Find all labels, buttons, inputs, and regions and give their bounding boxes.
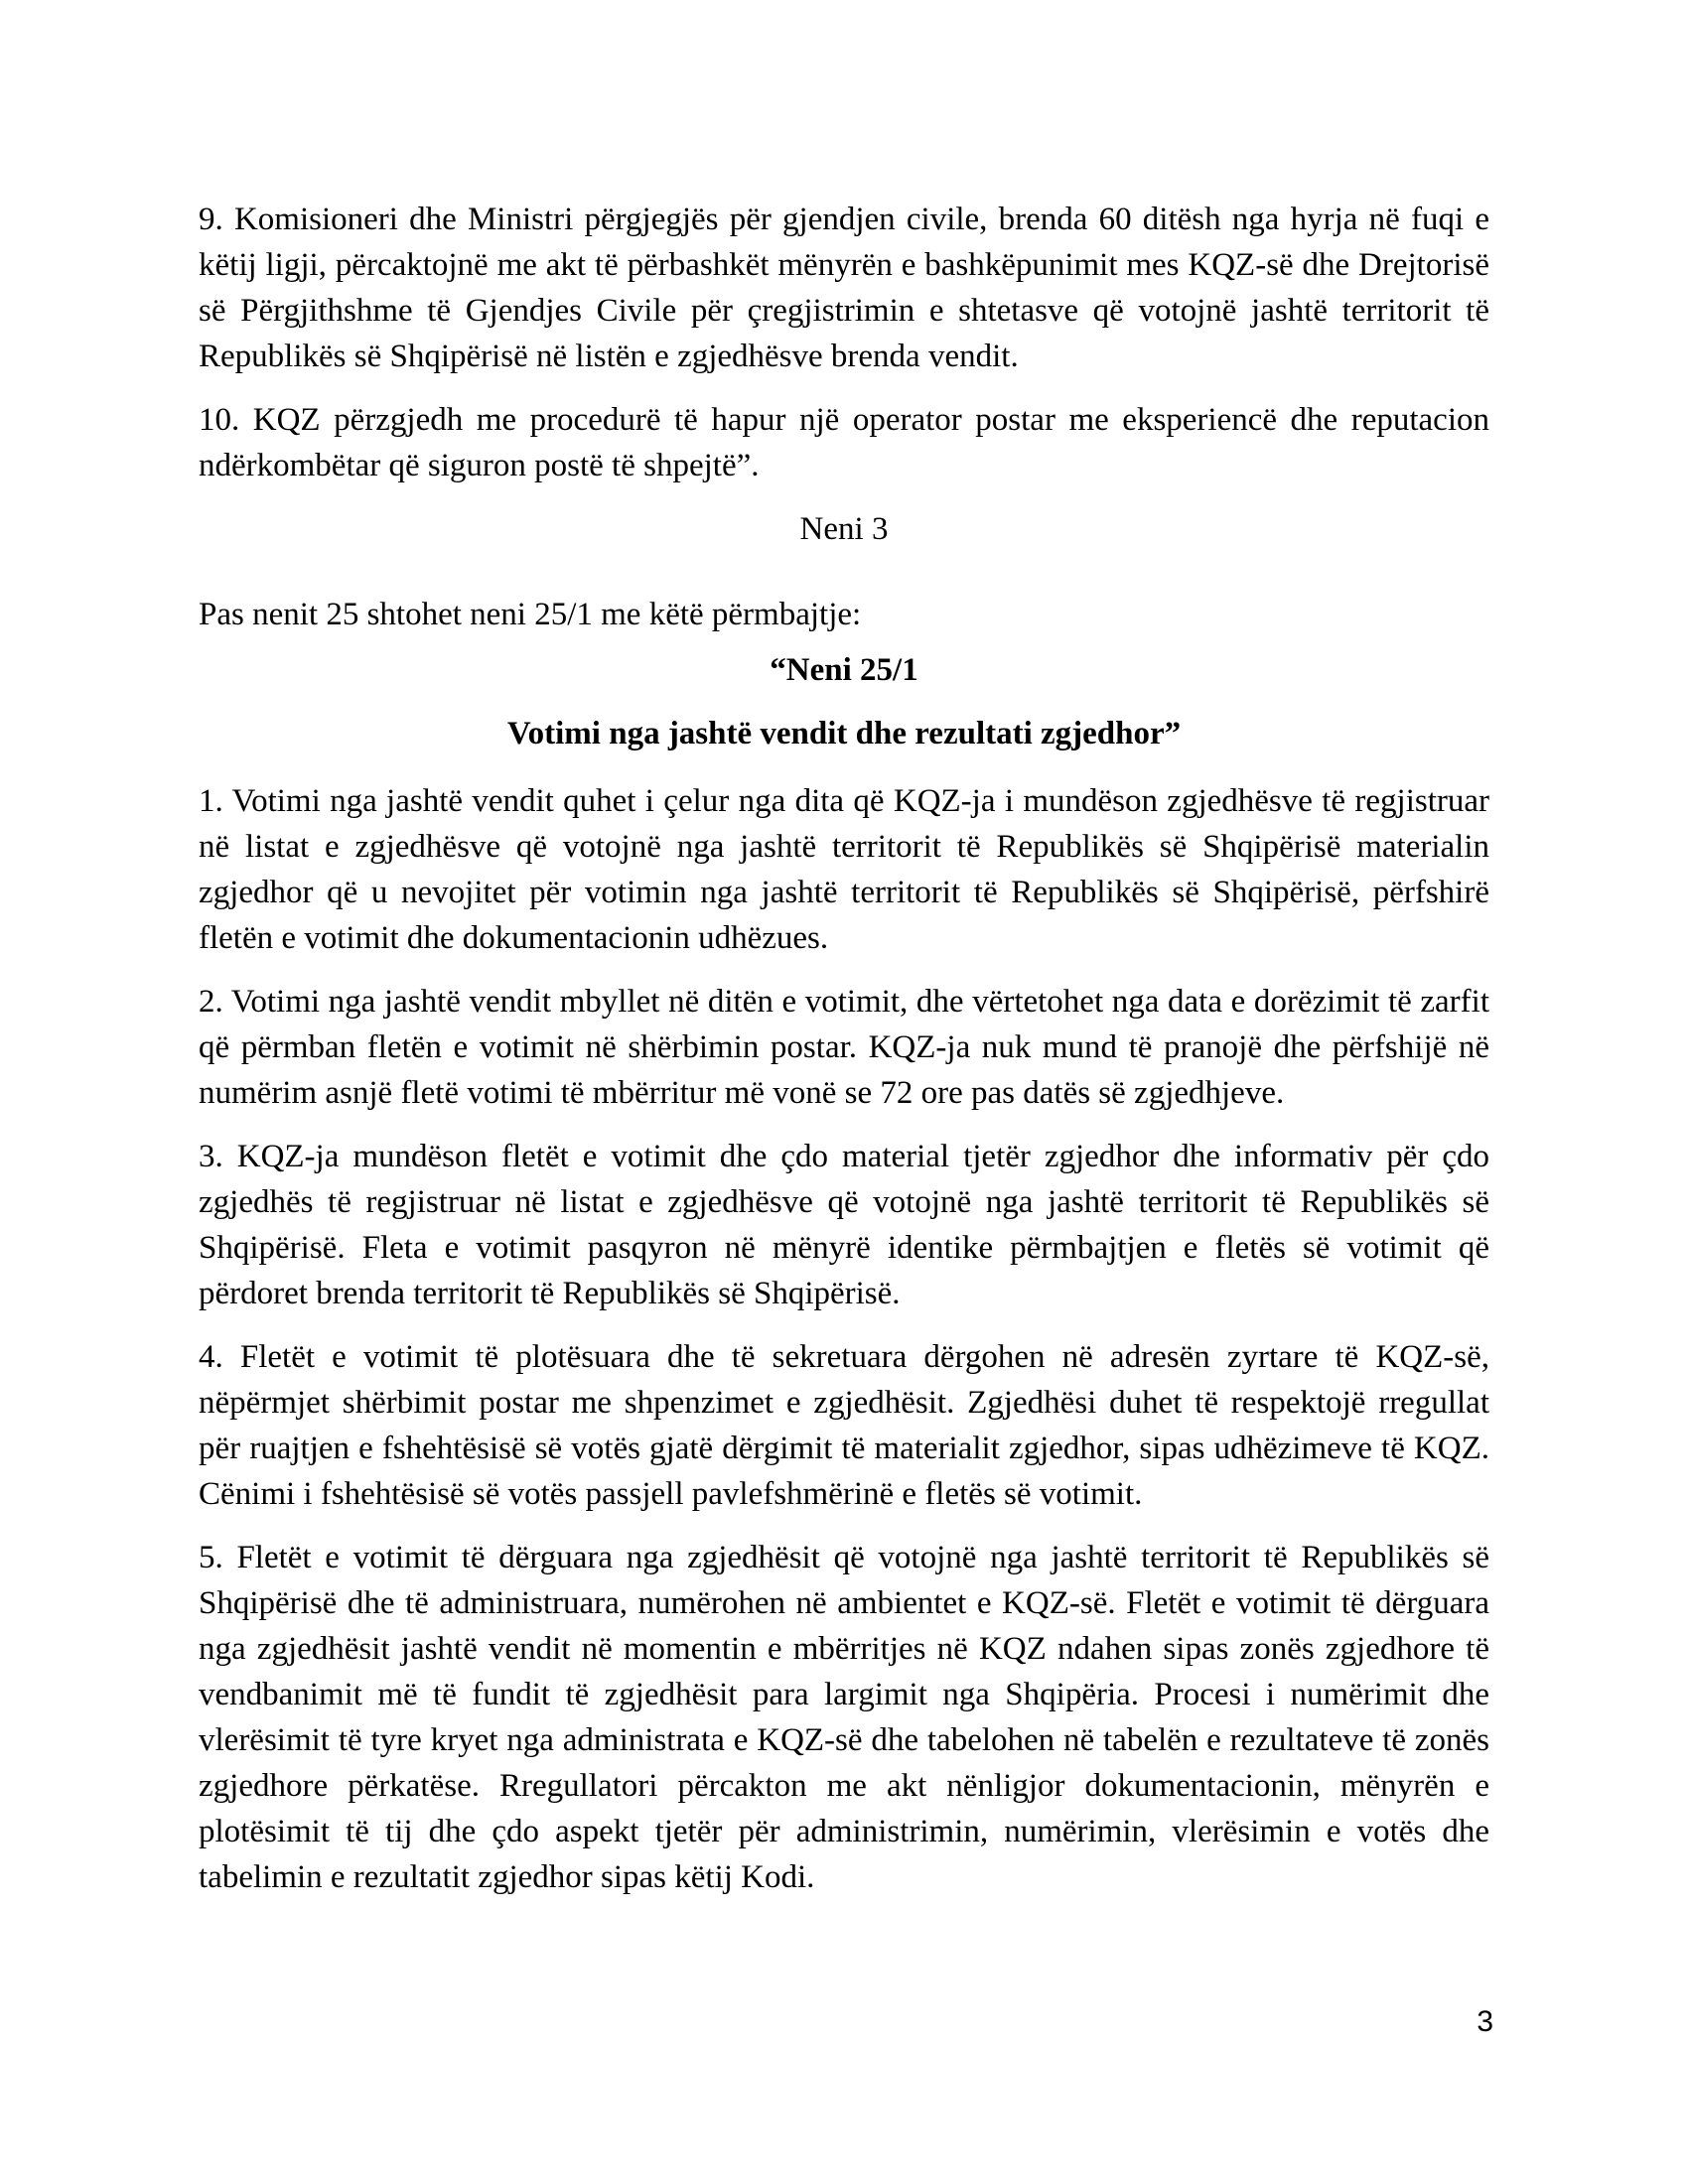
- paragraph-2: 2. Votimi nga jashtë vendit mbyllet në ditën e votimit, dhe vërtetohet nga data e dorëzimit të zarfit që përmban fletën e votimit në shërbimin postar. KQZ-ja nuk mund të pranojë dhe përfshijë në numërim asnjë fletë votimi të mbërritur më vonë se 72 ore pas datës së zgjedhjeve.: [199, 984, 1489, 1111]
- paragraph-5: 5. Fletët e votimit të dërguara nga zgjedhësit që votojnë nga jashtë territorit të Republikës së Shqipërisë dhe të administruara, numërohen në ambientet e KQZ-së. Fletët e votimit të dërguara nga zgjedhësit jashtë vendit në momentin e mbërritjes në KQZ ndahen sipas zonës zgjedhore të vendbanimit më të fundit të zgjedhësit para largimit nga Shqipëria. Procesi i numërimit dhe vlerësimit të tyre kryet nga administrata e KQZ-së dhe tabelohen në tabelën e rezultateve të zonës zgjedhore përkatëse. Rregullatori përcakton me akt nënligjor dokumentacionin, mënyrën e plotësimit të tij dhe çdo aspekt tjetër për administrimin, numërimin, vlerësimin e votës dhe tabelimin e rezultatit zgjedhor sipas këtij Kodi.: [199, 1540, 1489, 1895]
- article-25-1-subtitle: Votimi nga jashtë vendit dhe rezultati zgjedhor”: [506, 716, 1182, 751]
- document-body: [199, 197, 1489, 1918]
- page-number: 3: [1477, 2005, 1493, 2038]
- article-heading-neni-25-1: “Neni 25/1: [770, 652, 918, 688]
- paragraph-1: 1. Votimi nga jashtë vendit quhet i çelur nga dita që KQZ-ja i mundëson zgjedhësve të regjistruar në listat e zgjedhësve që votojnë nga jashtë territorit të Republikës së Shqipërisë materialin zgjedhor që u nevojitet për votimin nga jashtë territorit të Republikës së Shqipërisë, përfshirë fletën e votimit dhe dokumentacionin udhëzues.: [199, 783, 1489, 956]
- paragraph-9: 9. Komisioneri dhe Ministri përgjegjës për gjendjen civile, brenda 60 ditësh nga hyrja në fuqi e këtij ligji, përcaktojnë me akt të përbashkët mënyrën e bashkëpunimit mes KQZ-së dhe Drejtorisë së Përgjithshme të Gjendjes Civile për çregjistrimin e shtetasve që votojnë jashtë territorit të Republikës së Shqipërisë në listën e zgjedhësve brenda vendit.: [199, 202, 1489, 374]
- amendment-intro-line: Pas nenit 25 shtohet neni 25/1 me këtë përmbajtje:: [199, 597, 862, 632]
- paragraph-3: 3. KQZ-ja mundëson fletët e votimit dhe çdo material tjetër zgjedhor dhe informativ për çdo zgjedhës të regjistruar në listat e zgjedhësve që votojnë nga jashtë territorit të Republikës së Shqipërisë. Fleta e votimit pasqyron në mënyrë identike përmbajtjen e fletës së votimit që përdoret brenda territorit të Republikës së Shqipërisë.: [199, 1139, 1489, 1311]
- article-heading-neni-3: Neni 3: [799, 511, 889, 547]
- paragraph-10: 10. KQZ përzgjedh me procedurë të hapur një operator postar me eksperiencë dhe reputacion ndërkombëtar që siguron postë të shpejtë”.: [199, 402, 1489, 483]
- paragraph-4: 4. Fletët e votimit të plotësuara dhe të sekretuara dërgohen në adresën zyrtare të KQZ-së, nëpërmjet shërbimit postar me shpenzimet e zgjedhësit. Zgjedhësi duhet të respektojë rregullat për ruajtjen e fshehtësisë së votës gjatë dërgimit të materialit zgjedhor, sipas udhëzimeve të KQZ. Cënimi i fshehtësisë së votës passjell pavlefshmërinë e fletës së votimit.: [199, 1339, 1489, 1512]
